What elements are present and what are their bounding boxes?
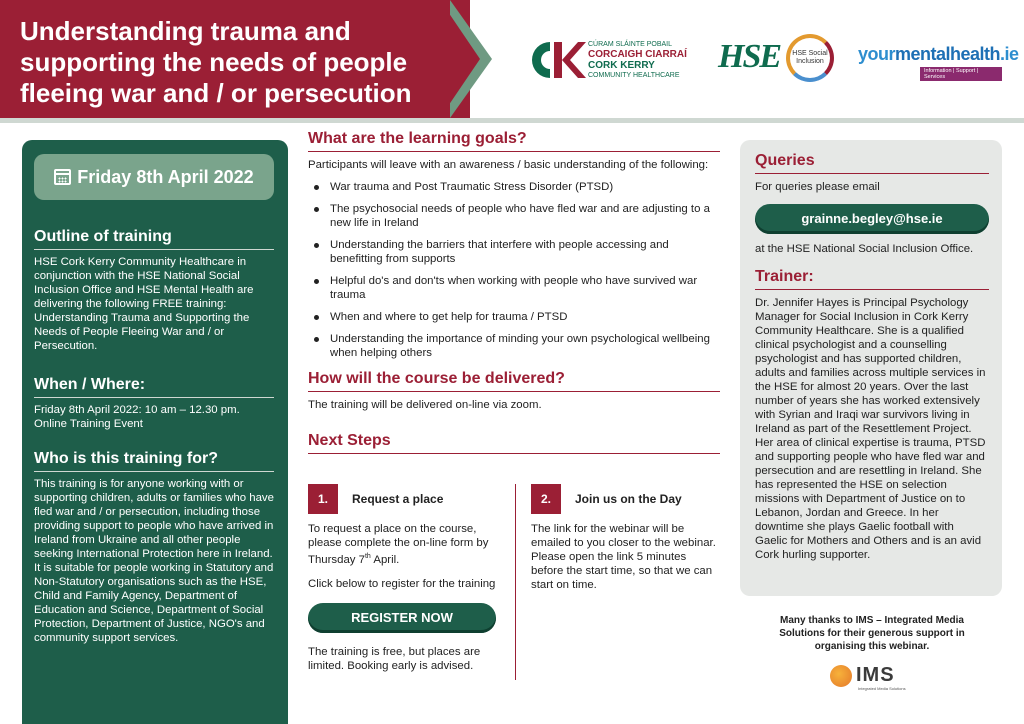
step-2 [531,484,721,592]
ymh-your: your [858,44,896,64]
register-now-button[interactable]: REGISTER NOW [308,603,496,633]
outline-section [34,228,274,353]
ims-logo [830,664,906,691]
ck-sub: COMMUNITY HEALTHCARE [588,72,680,79]
date-label: Friday 8th April 2022 [77,166,254,187]
list-item: The psychosocial needs of people who have fled war and are adjusting to a new life in Ireland [308,202,720,230]
social-inclusion-logo [786,34,834,82]
queries-outro: at the HSE National Social Inclusion Office. [755,243,974,255]
when-heading: When / Where: [34,376,274,398]
when-line-1: Friday 8th April 2022: 10 am – 12.30 pm. [34,404,240,416]
trainer-bio: Dr. Jennifer Hayes is Principal Psychology Manager for Social Inclusion in Cork Kerry Community Healthcare. She is a qualified clinical psychologist and a counselling psychologist and has supported children, adults and families across multiple services in the HSE for almost 20 years. Over the last number of years she has worked extensively with Syrian and Iraqi war survivors living in Ireland as part of the Resettlement Project. Her area of clinical expertise is trauma, PTSD and supporting people who have fled war and persecution and are resettling in Ireland. She has represented the HSE on selection missions with Department of Justice on to Lebanon, Jordan and Greece. In her downtime she plays Gaelic football with Gaelic for Mothers and Others and is an avid Cork hurling supporter. [755,297,986,561]
email-link-button[interactable]: grainne.begley@hse.ie [755,204,989,234]
step-2-text: The link for the webinar will be emailed to you closer to the webinar. Please open the link 5 minutes before the start time, so that we can start on time. [531,523,716,591]
date-badge [34,154,274,200]
step-1-number: 1. [308,484,338,514]
steps-divider [515,484,516,680]
step-1-register-text: Click below to register for the training [308,577,496,590]
who-text: This training is for anyone working with or supporting children, adults or families who have fled war and / or persecution, including those providing support to people who have arrived in Ireland from Ukraine and all other people seeking International Protection here in Ireland. It is suitable for people working in Statutory and Non-Statutory organisations such as the HSE, Child and Family Agency, Department of Education and Science, Department of Social Protection, Department of Justice, NGO's and community support services. [34,478,274,644]
delivery-text: The training will be delivered on-line via zoom. [308,399,542,411]
queries-heading: Queries [755,152,989,174]
social-inclusion-label: HSE Social Inclusion [792,50,828,65]
ymh-ie: .ie [1000,44,1019,64]
ymh-mentalhealth: mentalhealth [895,44,1001,64]
delivery-heading: How will the course be delivered? [308,370,720,392]
list-item: When and where to get help for trauma / PTSD [308,310,720,324]
goals-intro: Participants will leave with an awareness / basic understanding of the following: [308,159,709,171]
hse-logo: HSE [718,38,781,75]
ck-name: CORK KERRY [588,60,655,71]
trainer-section [755,268,989,562]
ims-sub-label: Integrated Media Solutions [858,686,906,691]
trainer-heading: Trainer: [755,268,989,290]
ck-logo-icon [526,38,586,82]
ck-irish-label: CÚRAM SLÁINTE POBAIL [588,41,673,48]
when-line-2: Online Training Event [34,418,143,430]
yourmentalhealth-logo [858,44,1019,81]
outline-text: HSE Cork Kerry Community Healthcare in conjunction with the HSE National Social Inclusion Office and HSE Mental Health are delivering the following FREE training: Understanding Trauma and Supporting the Needs of People Fleeing War and / or Persecution. [34,256,254,352]
step-1-title: Request a place [352,492,444,506]
step-2-title: Join us on the Day [575,492,682,506]
ims-logo-icon [830,665,852,687]
step-1-text-a: To request a place on the course, please complete the on-line form by Thursday 7 [308,523,489,566]
right-panel [740,140,1002,596]
list-item: Understanding the barriers that interfere with people accessing and benefitting from supports [308,238,720,266]
goals-list [308,180,720,360]
step-2-number: 2. [531,484,561,514]
step-1 [308,484,498,673]
next-steps-heading: Next Steps [308,432,720,454]
who-heading: Who is this training for? [34,450,274,472]
middle-column [308,130,720,460]
thanks-note: Many thanks to IMS – Integrated Media Solutions for their generous support in organising this webinar. [779,615,965,652]
who-section [34,450,274,645]
step-1-text [308,522,498,567]
queries-intro: For queries please email [755,181,880,193]
ymh-tagline: Information | Support | Services [920,67,1002,81]
step-1-text-b: April. [370,553,400,566]
ck-irish-name: CORCAIGH CIARRAÍ [588,49,687,60]
list-item: War trauma and Post Traumatic Stress Disorder (PTSD) [308,180,720,194]
goals-heading: What are the learning goals? [308,130,720,152]
queries-section [755,152,989,256]
list-item: Understanding the importance of minding your own psychological wellbeing when helping others [308,332,720,360]
calendar-icon [54,169,71,185]
header-divider [0,118,1024,123]
page-title: Understanding trauma and supporting the needs of people fleeing war and / or persecution [20,16,412,108]
left-panel [22,140,288,724]
step-1-note: The training is free, but places are limited. Booking early is advised. [308,645,481,672]
ims-label: IMS [856,664,895,686]
step-1-text-sup: th [364,553,371,560]
list-item: Helpful do's and don'ts when working with people who have survived war trauma [308,274,720,302]
outline-heading: Outline of training [34,228,274,250]
header [0,0,1024,118]
when-section [34,376,274,431]
